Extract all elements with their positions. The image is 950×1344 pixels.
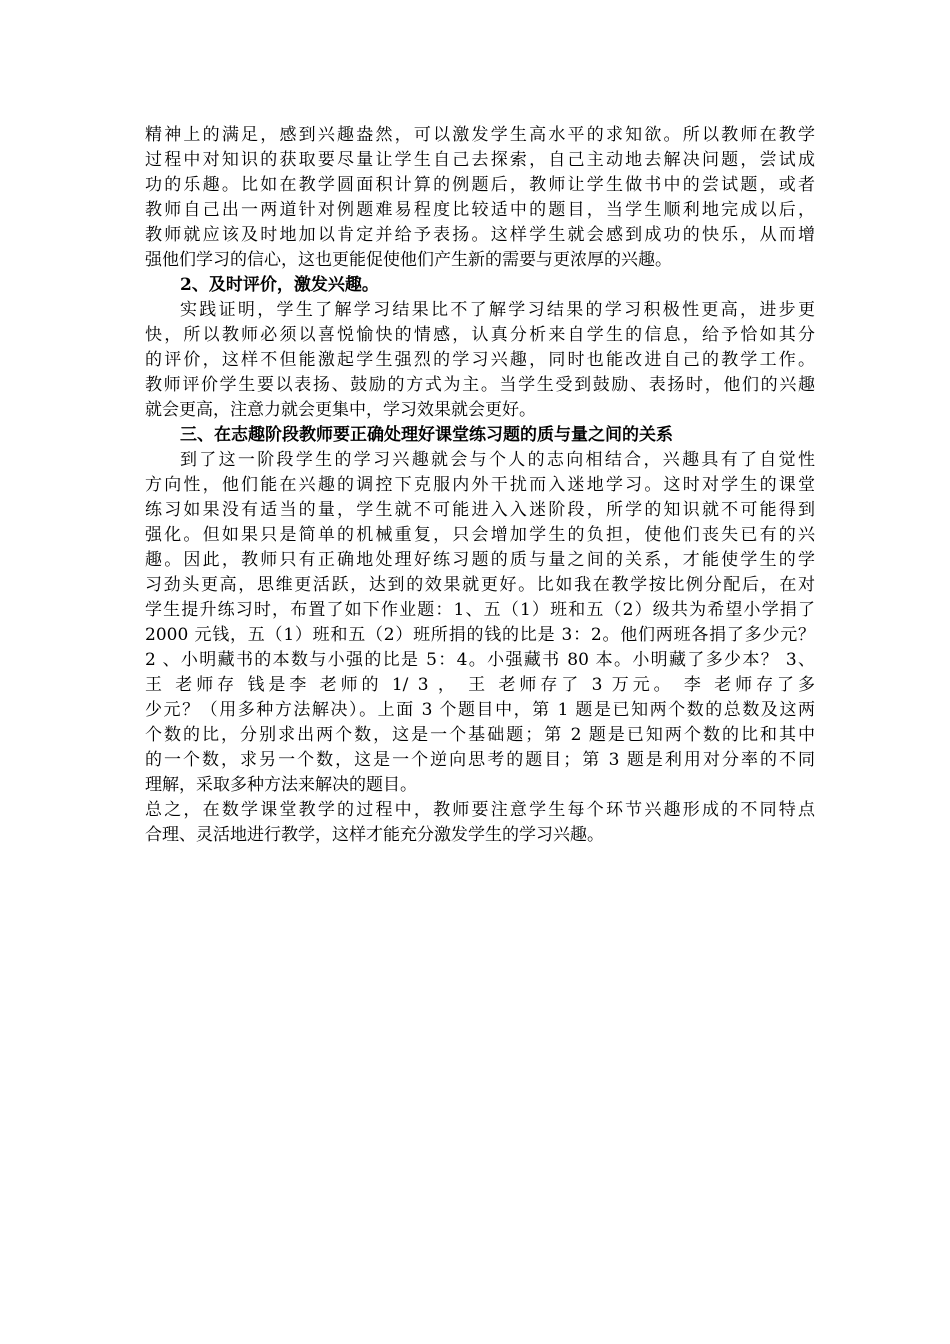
text-line: 实践证明，学生了解学习结果比不了解学习结果的学习积极性更高，进步更	[180, 300, 815, 320]
text-line: 教师评价学生要以表扬、鼓励的方式为主。当学生受到鼓励、表扬时，他们的兴趣	[145, 375, 815, 395]
section-heading: 三、在志趣阶段教师要正确处理好课堂练习题的质与量之间的关系	[180, 425, 673, 445]
section-heading: 2、及时评价，激发兴趣。	[180, 275, 379, 295]
document-body	[145, 123, 815, 848]
text-line: 强化。但如果只是简单的机械重复，只会增加学生的负担，使他们丧失已有的兴	[145, 525, 815, 545]
text-line: 2000 元钱，五（1）班和五（2）班所捐的钱的比是 3：2。他们两班各捐了多少元？	[145, 625, 815, 645]
text-line: 2 、小明藏书的本数与小强的比是 5：4。小强藏书 80 本。小明藏了多少本？ 3、	[145, 650, 815, 670]
text-line: 过程中对知识的获取要尽量让学生自己去探索，自己主动地去解决问题，尝试成	[145, 150, 815, 170]
text-line: 合理、灵活地进行教学，这样才能充分激发学生的学习兴趣。	[145, 825, 604, 845]
text-line: 强他们学习的信心，这也更能促使他们产生新的需要与更浓厚的兴趣。	[145, 250, 672, 270]
text-line: 少元？（用多种方法解决）。上面 3 个题目中，第 1 题是已知两个数的总数及这两	[145, 700, 815, 720]
text-line: 教师就应该及时地加以肯定并给予表扬。这样学生就会感到成功的快乐，从而增	[145, 225, 815, 245]
text-line: 理解，采取多种方法来解决的题目。	[145, 775, 417, 795]
text-line: 到了这一阶段学生的学习兴趣就会与个人的志向相结合，兴趣具有了自觉性	[180, 450, 815, 470]
text-line: 学生提升练习时，布置了如下作业题：1、五（1）班和五（2）级共为希望小学捐了	[145, 600, 815, 620]
text-line: 个数的比，分别求出两个数，这是一个基础题；第 2 题是已知两个数的比和其中	[145, 725, 815, 745]
text-line: 趣。因此，教师只有正确地处理好练习题的质与量之间的关系，才能使学生的学	[145, 550, 815, 570]
text-line: 总之，在数学课堂教学的过程中，教师要注意学生每个环节兴趣形成的不同特点	[145, 800, 815, 820]
text-line: 快，所以教师必须以喜悦愉快的情感，认真分析来自学生的信息，给予恰如其分	[145, 325, 815, 345]
text-line: 功的乐趣。比如在教学圆面积计算的例题后，教师让学生做书中的尝试题，或者	[145, 175, 815, 195]
text-line: 练习如果没有适当的量，学生就不可能进入入迷阶段，所学的知识就不可能得到	[145, 500, 815, 520]
text-line: 精神上的满足，感到兴趣盎然，可以激发学生高水平的求知欲。所以教师在教学	[145, 125, 815, 145]
text-line: 的一个数，求另一个数，这是一个逆向思考的题目；第 3 题是利用对分率的不同	[145, 750, 815, 770]
text-line: 就会更高，注意力就会更集中，学习效果就会更好。	[145, 400, 536, 420]
text-line: 方向性，他们能在兴趣的调控下克服内外干扰而入迷地学习。这时对学生的课堂	[145, 475, 815, 495]
text-line: 教师自己出一两道针对例题难易程度比较适中的题目，当学生顺利地完成以后，	[145, 200, 815, 220]
text-line: 习劲头更高，思维更活跃，达到的效果就更好。比如我在教学按比例分配后，在对	[145, 575, 815, 595]
text-line: 王 老师存 钱是李 老师的 1/ 3 ， 王 老师存了 3 万元。 李 老师存了多	[145, 675, 815, 695]
text-line: 的评价，这样不但能激起学生强烈的学习兴趣，同时也能改进自己的教学工作。	[145, 350, 815, 370]
